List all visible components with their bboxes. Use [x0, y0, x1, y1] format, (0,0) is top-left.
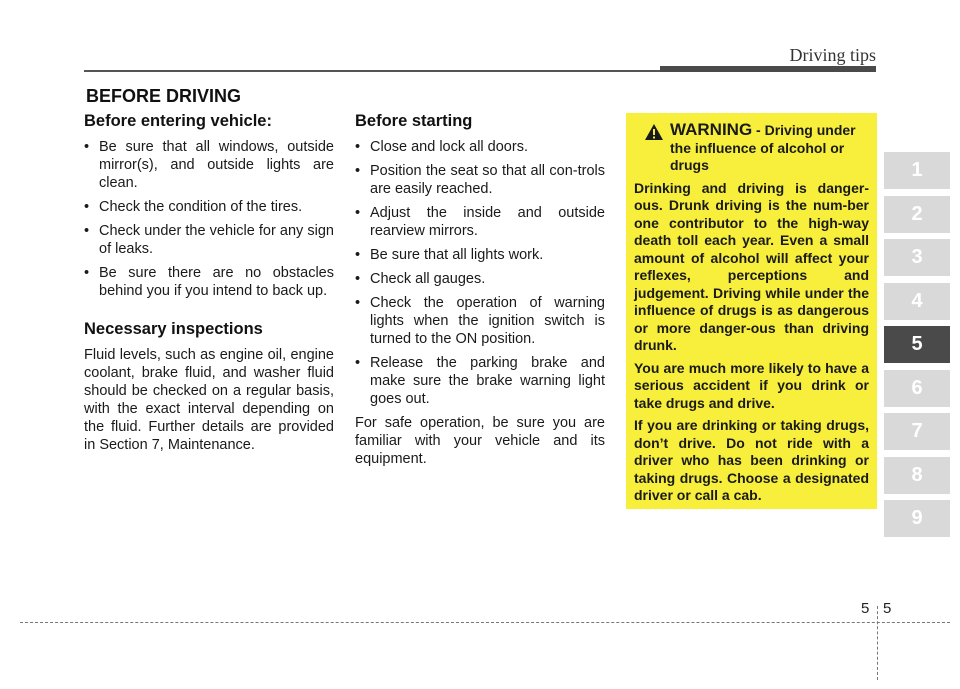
chapter-tabs	[884, 152, 950, 544]
list-item: • Position the seat so that all con-trols are easily reached.	[355, 163, 605, 197]
chapter-tab-1[interactable]: 1	[884, 152, 950, 189]
list-item: • Be sure that all lights work.	[355, 247, 544, 263]
before-starting-list	[355, 138, 605, 408]
chapter-tab-6[interactable]: 6	[884, 370, 950, 407]
bullet-icon: •	[84, 199, 90, 215]
header-rule	[84, 70, 660, 72]
before-starting-heading: Before starting	[355, 112, 473, 130]
warning-paragraph: Drinking and driving is danger-ous. Drunk driving is the num-ber one contributor to the high-way death toll each year. Even a small amount of alcohol will affect your reflexes, perceptions and judgement. Driving while under the influence of drugs is as dangerous or more danger-ous than driving drunk.	[634, 179, 869, 353]
footer-rule	[20, 622, 950, 623]
warning-subtitle: - Driving under the influence of alcohol or drugs	[670, 122, 856, 173]
necessary-inspections-heading: Necessary inspections	[84, 320, 263, 338]
bullet-icon: •	[84, 223, 90, 239]
middle-column	[355, 112, 605, 468]
warning-label: WARNING	[670, 120, 753, 139]
chapter-number: 5	[861, 600, 870, 617]
list-item: • Release the parking brake and make sure the brake warning light goes out.	[355, 355, 605, 407]
bullet-icon: •	[84, 265, 90, 281]
list-item: • Check all gauges.	[355, 271, 486, 287]
page-number: 5	[883, 600, 892, 617]
list-item: • Check the operation of warning lights when the ignition switch is turned to the ON position.	[355, 295, 605, 347]
chapter-tab-8[interactable]: 8	[884, 457, 950, 494]
bullet-icon: •	[355, 139, 361, 155]
bullet-icon: •	[84, 139, 90, 155]
bullet-icon: •	[355, 205, 361, 221]
warning-box	[626, 113, 877, 509]
footer-divider	[877, 606, 878, 680]
running-header: Driving tips	[789, 45, 876, 65]
list-item: • Check under the vehicle for any sign of leaks.	[84, 223, 334, 257]
left-column	[84, 112, 334, 454]
warning-header	[634, 121, 869, 175]
list-item: • Be sure there are no obstacles behind you if you intend to back up.	[84, 265, 334, 299]
warning-triangle-icon	[644, 123, 664, 141]
bullet-icon: •	[355, 247, 361, 263]
list-item: • Close and lock all doors.	[355, 139, 528, 155]
before-entering-list	[84, 138, 334, 300]
section-title: BEFORE DRIVING	[86, 86, 242, 106]
warning-paragraph: If you are drinking or taking drugs, don’t drive. Do not ride with a driver who has been drinking or taking drugs. Choose a designated driver or call a cab.	[634, 417, 869, 503]
before-entering-heading: Before entering vehicle:	[84, 112, 272, 130]
list-item: • Check the condition of the tires.	[84, 199, 303, 215]
chapter-tab-9[interactable]: 9	[884, 500, 950, 537]
list-item: • Be sure that all windows, outside mirror(s), and outside lights are clean.	[84, 139, 334, 191]
header-rule-thick	[660, 66, 876, 72]
chapter-tab-5[interactable]: 5	[884, 326, 950, 363]
inspections-paragraph: Fluid levels, such as engine oil, engine coolant, brake fluid, and washer fluid should be checked on a regular basis, with the exact interval depending on the fluid. Further details are provided in Section 7, Maintenance.	[84, 347, 334, 453]
safe-operation-paragraph: For safe operation, be sure you are familiar with your vehicle and its equipment.	[355, 415, 605, 467]
chapter-tab-4[interactable]: 4	[884, 283, 950, 320]
chapter-tab-3[interactable]: 3	[884, 239, 950, 276]
bullet-icon: •	[355, 295, 361, 311]
bullet-icon: •	[355, 271, 361, 287]
bullet-icon: •	[355, 163, 361, 179]
chapter-tab-7[interactable]: 7	[884, 413, 950, 450]
warning-paragraph: You are much more likely to have a serious accident if you drink or take drugs and drive.	[634, 359, 869, 411]
list-item: • Adjust the inside and outside rearview mirrors.	[355, 205, 605, 239]
bullet-icon: •	[355, 355, 361, 371]
chapter-tab-2[interactable]: 2	[884, 196, 950, 233]
